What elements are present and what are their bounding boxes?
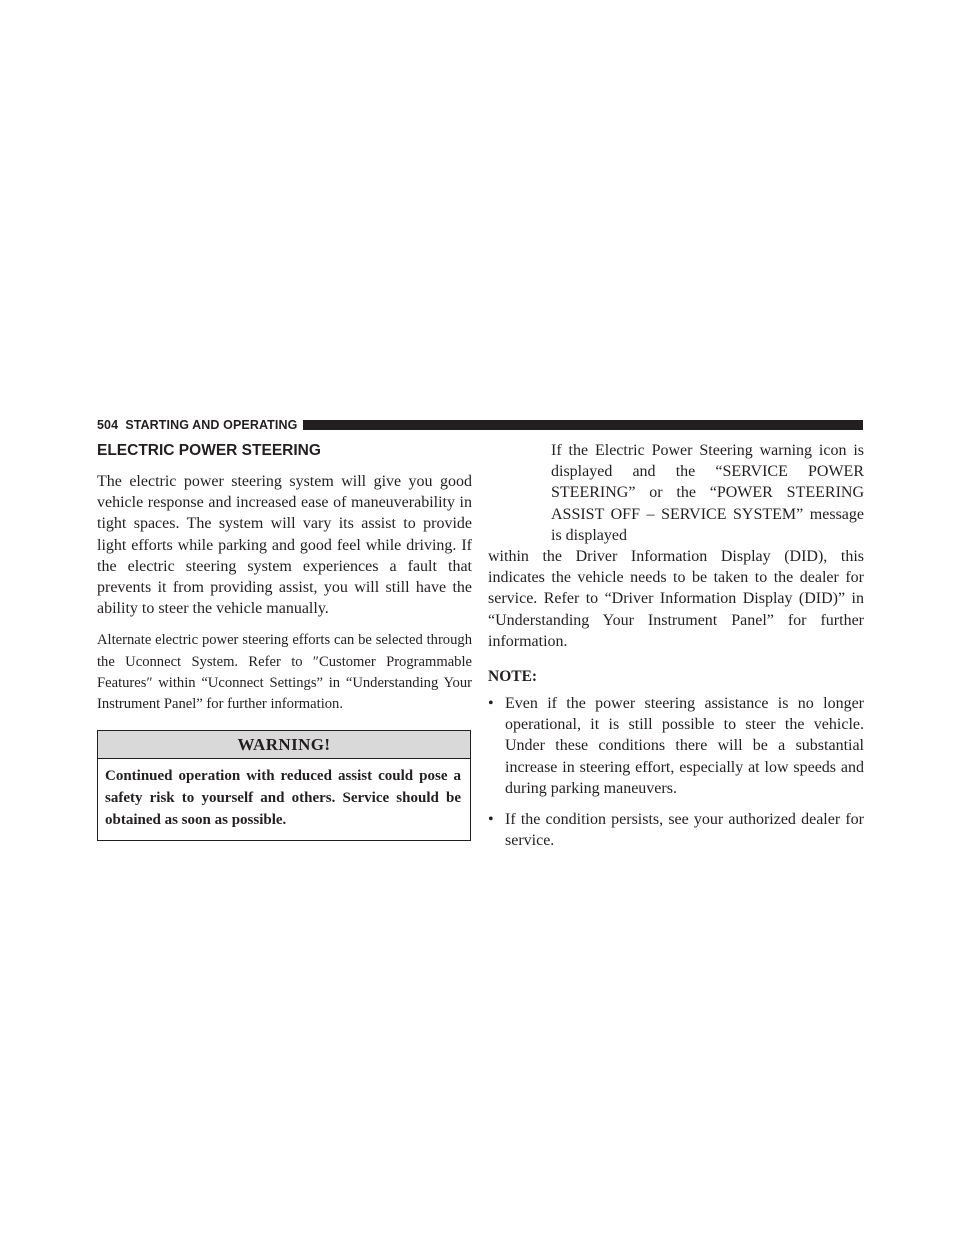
left-column	[97, 440, 472, 841]
right-column	[488, 440, 864, 861]
section-title: ELECTRIC POWER STEERING	[97, 442, 321, 459]
warning-text: Continued operation with reduced assist could pose a safety risk to yourself and others. Service should be obtained as soon as possible.	[105, 768, 461, 829]
did-paragraph: within the Driver Information Display (DID), this indicates the vehicle needs to be taken to the dealer for service. Refer to “Driver Information Display (DID)” in “Understanding Your Instrument Panel” for further information.	[488, 548, 864, 650]
note-list	[488, 693, 864, 851]
efforts-paragraph: Alternate electric power steering efforts can be selected through the Uconnect System. Refer to ″Customer Programmable Features″ within “Uconnect Settings” in “Understanding Your Instrument Panel” for further information.	[97, 632, 472, 713]
list-item	[488, 693, 864, 799]
header-label	[97, 418, 303, 432]
warning-title: WARNING!	[98, 731, 470, 759]
warning-icon-paragraph: If the Electric Power Steering warning icon is displayed and the “SERVICE POWER STEERING” or the “POWER STEERING ASSIST OFF – SERVICE SYSTEM” message is displayed	[551, 442, 864, 544]
page-header	[97, 418, 863, 432]
list-item	[488, 809, 864, 851]
note-text: If the condition persists, see your authorized dealer for service.	[505, 811, 864, 850]
bullet: •	[488, 811, 494, 829]
bullet: •	[488, 695, 494, 713]
section-name: STARTING AND OPERATING	[125, 418, 298, 432]
intro-paragraph: The electric power steering system will give you good vehicle response and increased ease of maneuverability in tight spaces. The system will vary its assist to provide light efforts while parking and good feel while driving. If the electric steering system experiences a fault that prevents it from providing assist, you will still have the ability to steer the vehicle manually.	[97, 473, 472, 618]
note-label: NOTE:	[488, 668, 538, 686]
header-rule	[303, 420, 863, 430]
warning-box	[97, 730, 471, 841]
note-text: Even if the power steering assistance is no longer operational, it is still possible to steer the vehicle. Under these conditions there will be a substantial increase in steering effort, especially at low speeds and during parking maneuvers.	[505, 695, 864, 797]
page-number: 504	[97, 418, 119, 432]
